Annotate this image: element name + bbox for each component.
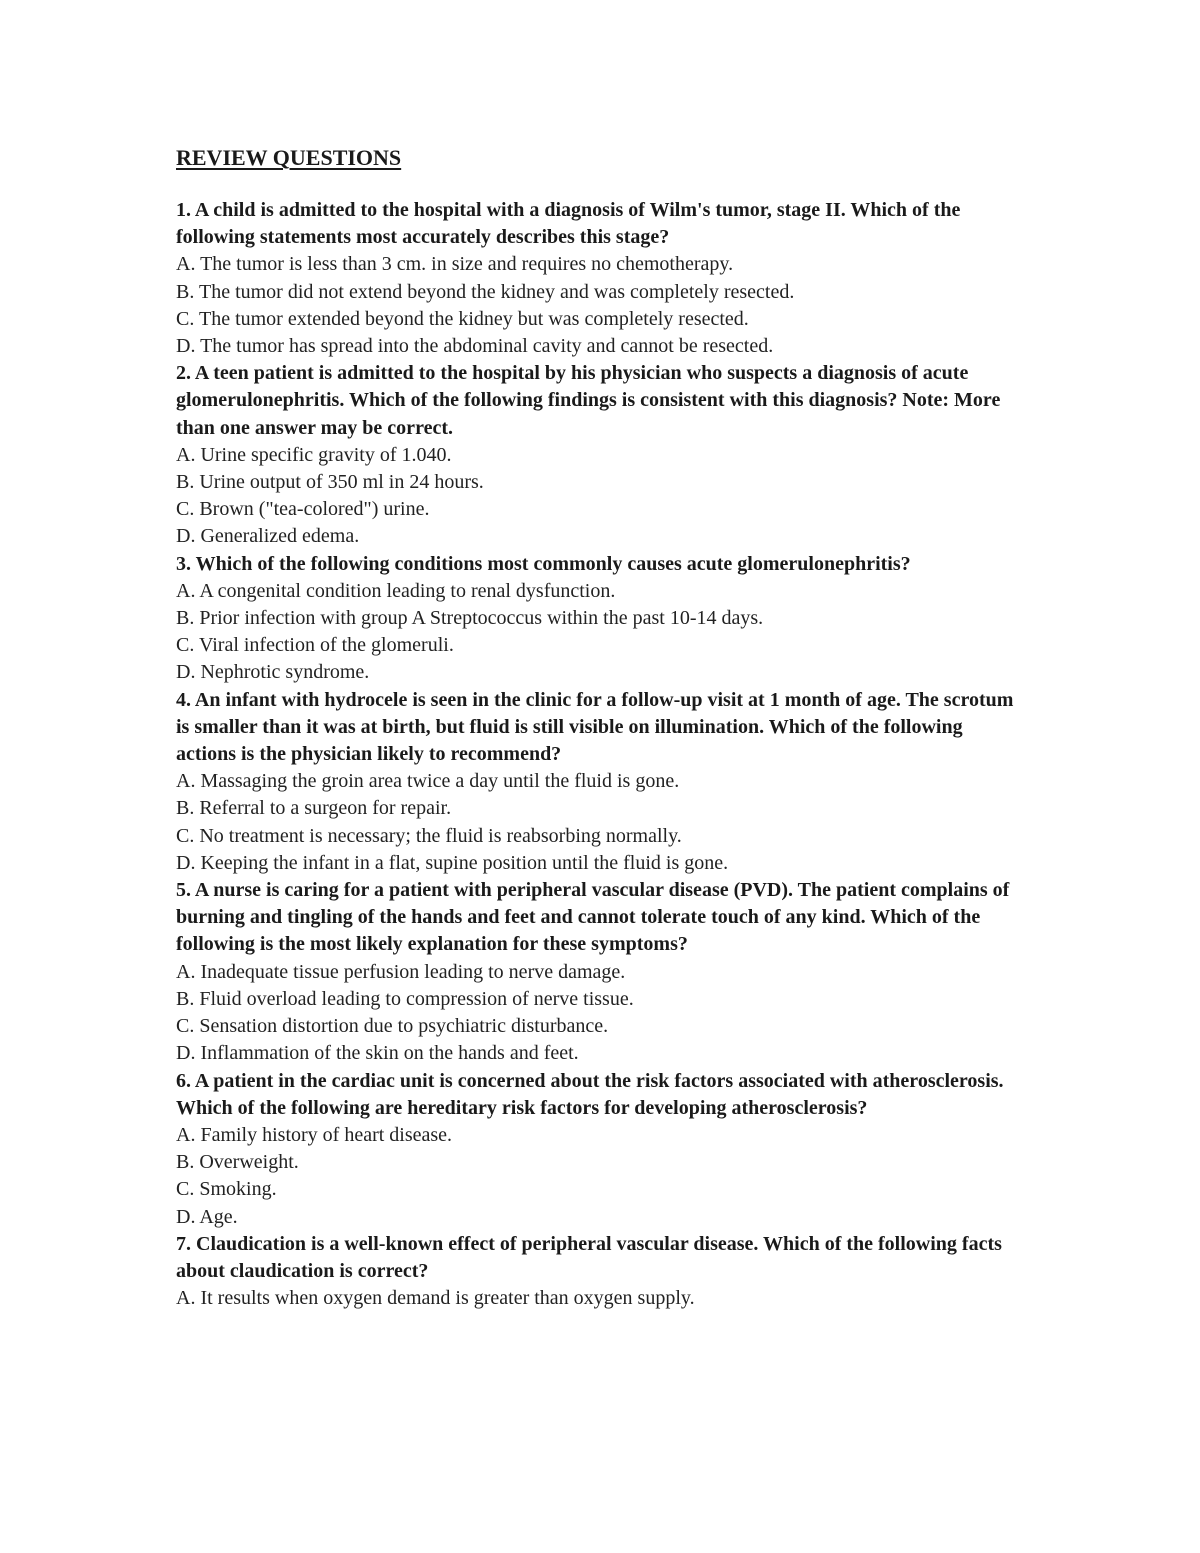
question-stem: 1. A child is admitted to the hospital with a diagnosis of Wilm's tumor, stage II. Which of the following statements most accurately describes this stage? <box>176 199 961 249</box>
answer-option-c: C. The tumor extended beyond the kidney but was completely resected. <box>176 307 749 330</box>
question-stem: 3. Which of the following conditions most commonly causes acute glomerulonephritis? <box>176 552 911 575</box>
question-1 <box>176 197 1026 360</box>
answer-option-a: A. Massaging the groin area twice a day until the fluid is gone. <box>176 770 680 793</box>
question-stem: 2. A teen patient is admitted to the hospital by his physician who suspects a diagnosis of acute glomerulonephritis. Which of the following findings is consistent with this diagnosis? Note: More than one answer may be correct. <box>176 362 1001 439</box>
page-title: REVIEW QUESTIONS <box>176 145 402 170</box>
answer-option-a: A. A congenital condition leading to renal dysfunction. <box>176 579 616 602</box>
question-stem: 5. A nurse is caring for a patient with peripheral vascular disease (PVD). The patient complains of burning and tingling of the hands and feet and cannot tolerate touch of any kind. Which of the following is the most likely explanation for these symptoms? <box>176 879 1010 956</box>
answer-option-b: B. Urine output of 350 ml in 24 hours. <box>176 471 484 494</box>
question-stem: 6. A patient in the cardiac unit is concerned about the risk factors associated with atherosclerosis. Which of the following are hereditary risk factors for developing atherosclerosis? <box>176 1069 1004 1119</box>
answer-option-b: B. Fluid overload leading to compression of nerve tissue. <box>176 987 634 1010</box>
answer-option-c: C. No treatment is necessary; the fluid is reabsorbing normally. <box>176 824 682 847</box>
answer-option-a: A. The tumor is less than 3 cm. in size and requires no chemotherapy. <box>176 253 734 276</box>
answer-option-a: A. Family history of heart disease. <box>176 1123 453 1146</box>
question-6 <box>176 1068 1026 1231</box>
answer-option-d: D. Nephrotic syndrome. <box>176 661 370 684</box>
answer-option-a: A. Urine specific gravity of 1.040. <box>176 443 452 466</box>
answer-option-c: C. Viral infection of the glomeruli. <box>176 634 454 657</box>
answer-option-c: C. Smoking. <box>176 1178 277 1201</box>
answer-option-a: A. It results when oxygen demand is greater than oxygen supply. <box>176 1287 695 1310</box>
answer-option-d: D. Inflammation of the skin on the hands and feet. <box>176 1042 579 1065</box>
answer-option-b: B. The tumor did not extend beyond the kidney and was completely resected. <box>176 280 795 303</box>
answer-option-b: B. Overweight. <box>176 1151 299 1174</box>
answer-option-d: D. Age. <box>176 1205 238 1228</box>
question-2 <box>176 360 1026 550</box>
answer-option-b: B. Prior infection with group A Streptococcus within the past 10-14 days. <box>176 607 764 630</box>
answer-option-d: D. The tumor has spread into the abdominal cavity and cannot be resected. <box>176 335 774 358</box>
document-page <box>176 143 1026 1312</box>
question-4 <box>176 687 1026 877</box>
question-5 <box>176 877 1026 1067</box>
answer-option-c: C. Sensation distortion due to psychiatric disturbance. <box>176 1015 609 1038</box>
question-3 <box>176 551 1026 687</box>
answer-option-d: D. Keeping the infant in a flat, supine position until the fluid is gone. <box>176 851 729 874</box>
answer-option-b: B. Referral to a surgeon for repair. <box>176 797 452 820</box>
answer-option-a: A. Inadequate tissue perfusion leading to nerve damage. <box>176 960 626 983</box>
question-stem: 4. An infant with hydrocele is seen in the clinic for a follow-up visit at 1 month of age. The scrotum is smaller than it was at birth, but fluid is still visible on illumination. Which of the following actions is the physician likely to recommend? <box>176 688 1014 766</box>
answer-option-c: C. Brown ("tea-colored") urine. <box>176 498 430 521</box>
question-stem: 7. Claudication is a well-known effect of peripheral vascular disease. Which of the following facts about claudication is correct? <box>176 1232 1002 1282</box>
answer-option-d: D. Generalized edema. <box>176 525 360 548</box>
question-7 <box>176 1231 1026 1313</box>
